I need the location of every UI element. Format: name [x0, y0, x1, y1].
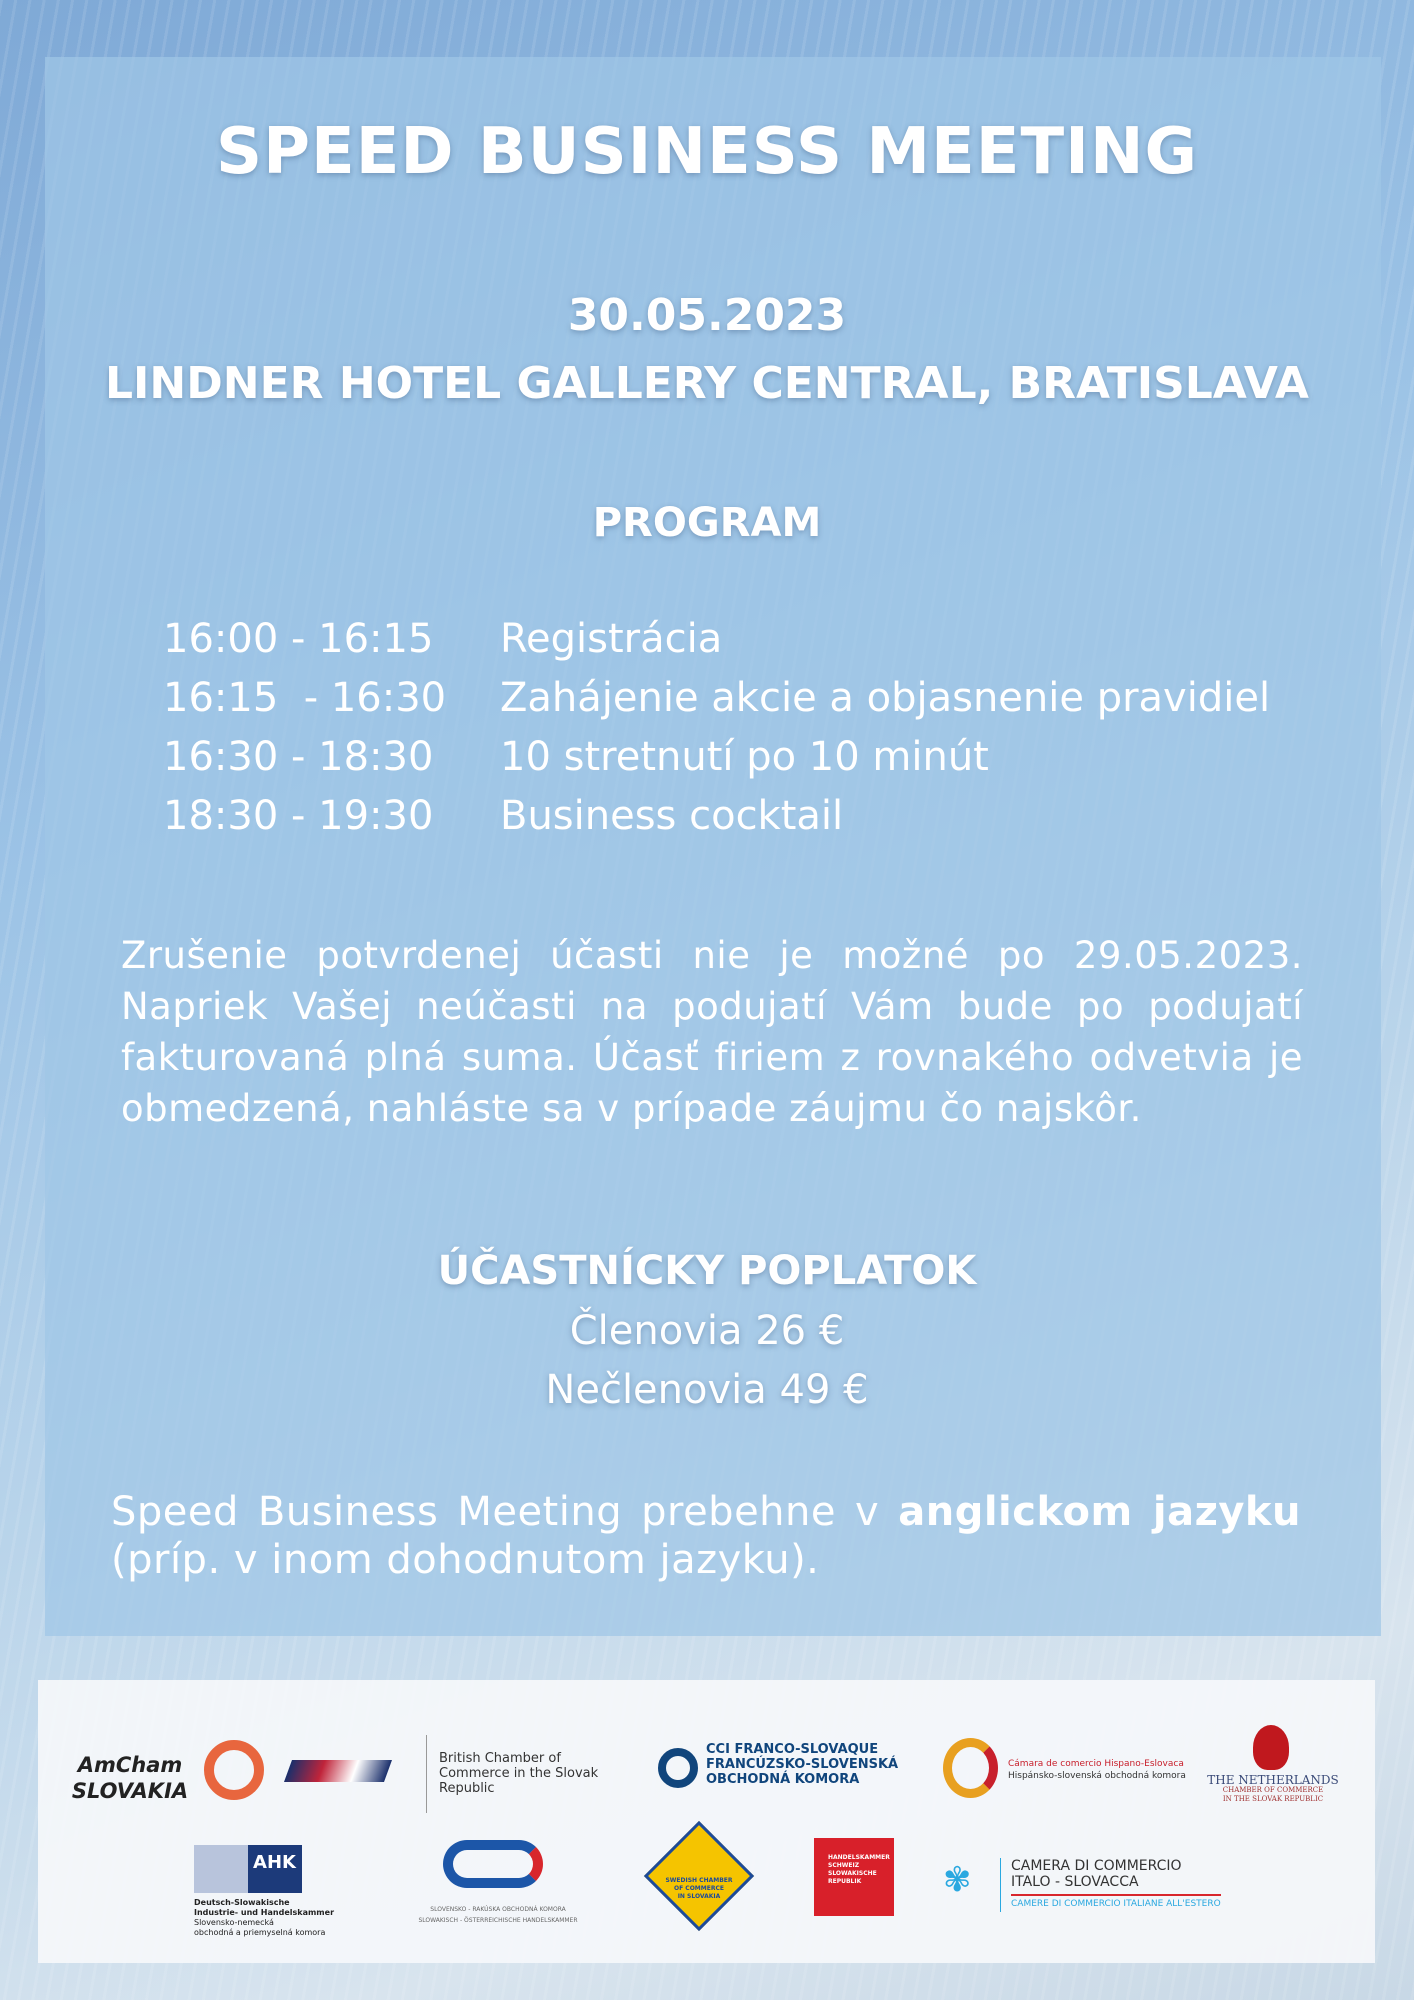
- cci-logo: [706, 1742, 898, 1787]
- schedule-activity: 10 stretnutí po 10 minút: [500, 734, 989, 780]
- event-date: 30.05.2023: [567, 290, 847, 341]
- cancellation-notice: Zrušenie potvrdenej účasti nie je možné po 29.05.2023. Napriek Vašej neúčasti na podujatí Vám bude po podujatí fakturovaná plná suma. Účasť firiem z rovnakého odvetvia je obmedzená, nahláste sa v prípade záujmu čo najskôr.: [121, 934, 1303, 1130]
- cci-line: OBCHODNÁ KOMORA: [706, 1772, 860, 1787]
- language-note: [111, 1488, 1301, 1537]
- italy-line: CAMERE DI COMMERCIO ITALIANE ALL'ESTERO: [1011, 1894, 1221, 1912]
- austria-line: SLOVENSKO - RAKÚSKA OBCHODNÁ KOMORA: [430, 1906, 566, 1913]
- hispano-line: Cámara de comercio Hispano-Eslovaca: [1008, 1759, 1184, 1769]
- swedish-chamber-logo: [653, 1877, 745, 1901]
- hispano-emblem: [943, 1738, 998, 1798]
- austria-line: SLOWAKISCH - ÖSTERREICHISCHE HANDELSKAMMER: [418, 1917, 578, 1924]
- schedule-activity: Registrácia: [500, 616, 723, 662]
- nl-line: THE NETHERLANDS: [1207, 1773, 1339, 1787]
- netherlands-logo: [1198, 1774, 1348, 1804]
- amcham-emblem: [204, 1740, 264, 1800]
- program-schedule: [163, 610, 1270, 846]
- partner-logos: [38, 1680, 1375, 1963]
- cci-line: CCI FRANCO-SLOVAQUE: [706, 1742, 879, 1757]
- swedish-line: IN SLOVAKIA: [677, 1893, 721, 1900]
- ahk-line: Industrie- und Handelskammer: [194, 1908, 335, 1917]
- ahk-line: Slovensko-nemecká: [194, 1918, 274, 1927]
- british-flag-icon: [284, 1760, 392, 1782]
- fee-members: Členovia 26 €: [569, 1308, 845, 1354]
- ahk-logo: [194, 1898, 334, 1938]
- schedule-activity: Zahájenie akcie a objasnenie pravidiel: [500, 675, 1271, 721]
- language-suffix: (príp. v inom dohodnutom jazyku).: [111, 1537, 820, 1583]
- language-bold: anglickom jazyku: [898, 1489, 1302, 1535]
- swiss-line: SLOWAKISCHE: [828, 1870, 877, 1877]
- nl-line: IN THE SLOVAK REPUBLIC: [1222, 1795, 1324, 1803]
- italy-chamber-emblem: ✾: [943, 1860, 972, 1900]
- language-prefix: Speed Business Meeting prebehne v: [111, 1489, 880, 1535]
- program-heading: PROGRAM: [592, 500, 822, 546]
- swedish-line: OF COMMERCE: [674, 1885, 724, 1892]
- italy-chamber-logo: [1000, 1858, 1221, 1912]
- event-title: SPEED BUSINESS MEETING: [215, 115, 1199, 189]
- ahk-box: [194, 1845, 302, 1893]
- cci-icon: [658, 1748, 698, 1788]
- schedule-row: [163, 669, 1270, 728]
- swiss-line: HANDELSKAMMER: [828, 1854, 890, 1861]
- schedule-row: [163, 787, 1270, 846]
- austria-chamber-logo: [398, 1904, 598, 1926]
- italy-line: CAMERA DI COMMERCIO: [1011, 1858, 1182, 1874]
- schedule-row: [163, 610, 1270, 669]
- event-venue: LINDNER HOTEL GALLERY CENTRAL, BRATISLAVA: [105, 358, 1309, 409]
- fee-heading: ÚČASTNÍCKY POPLATOK: [437, 1248, 977, 1294]
- swedish-chamber-emblem: [644, 1821, 754, 1931]
- amcham-logo: AmCham SLOVAKIA: [71, 1753, 189, 1803]
- swedish-line: SWEDISH CHAMBER: [665, 1877, 733, 1884]
- schedule-time: 18:30 - 19:30: [163, 793, 434, 839]
- hispano-logo: [1008, 1758, 1186, 1782]
- schedule-time: 16:30 - 18:30: [163, 734, 434, 780]
- cci-line: FRANCÚZSKO-SLOVENSKÁ: [706, 1757, 899, 1772]
- nl-line: CHAMBER OF COMMERCE: [1222, 1786, 1324, 1794]
- ahk-line: Deutsch-Slowakische: [194, 1898, 290, 1907]
- schedule-time: 16:15 - 16:30: [163, 675, 447, 721]
- british-chamber-logo: British Chamber of Commerce in the Slovak Republic: [426, 1735, 629, 1813]
- italy-line: ITALO - SLOVACCA: [1011, 1874, 1139, 1890]
- ahk-line: obchodná a priemyselná komora: [194, 1928, 326, 1937]
- swiss-line: REPUBLIK: [828, 1878, 862, 1885]
- swiss-line: SCHWEIZ: [828, 1862, 860, 1869]
- fee-non-members: Nečlenovia 49 €: [545, 1367, 869, 1413]
- schedule-row: [163, 728, 1270, 787]
- schedule-activity: Business cocktail: [500, 793, 844, 839]
- swiss-chamber-logo: [814, 1838, 894, 1916]
- hispano-line: Hispánsko-slovenská obchodná komora: [1008, 1771, 1186, 1781]
- tulip-icon: [1253, 1725, 1289, 1770]
- ahk-label: AHK: [253, 1852, 296, 1873]
- austria-chamber-emblem: [443, 1840, 543, 1888]
- schedule-time: 16:00 - 16:15: [163, 616, 434, 662]
